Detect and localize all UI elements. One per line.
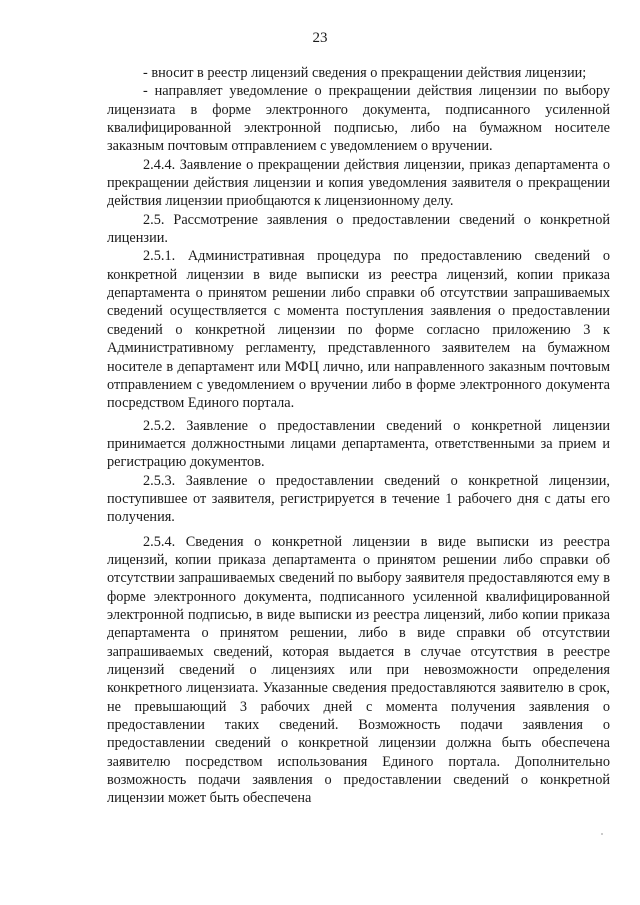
paragraph-2-5-4: 2.5.4. Сведения о конкретной лицензии в виде выписки из реестра лицензий, копии приказа департамента о принятом решении либо справки об отсутствии запрашиваемых сведений по выбору заявителя предоставляются ему в форме электронного документа, подписанного усиленной квалифицированной электронной подписью, в виде выписки из реестра лицензий, либо копии приказа департамента о принятом решении, либо в виде справки об отсутствии запрашиваемых сведений, которая выдается в случае отсутствия в реестре лицензий сведений о лицензиях или при невозможности определения конкретного лицензиата. Указанные сведения предоставляются заявителю в срок, не превышающий 3 рабочих дней с момента получения заявления о предоставлении таких сведений. Возможность подачи заявления о предоставлении сведений о конкретной лицензии должна быть обеспечена заявителю посредством использования Единого портала. Дополнительно возможность подачи заявления о предоставлении сведений о конкретной лицензии может быть обеспечена: [107, 533, 610, 807]
document-body: [107, 64, 610, 808]
paragraph-notification: - направляет уведомление о прекращении действия лицензии по выбору лицензиата в форме электронного документа, подписанного усиленной квалифицированной электронной подписью, либо на бумажном носителе заказным почтовым отправлением с уведомлением о вручении.: [107, 83, 610, 155]
paragraph-2-5-2: 2.5.2. Заявление о предоставлении сведений о конкретной лицензии принимается должностными лицами департамента, ответственными за прием и регистрацию документов.: [107, 417, 610, 471]
page-number: 23: [312, 30, 328, 46]
scan-speck: [601, 833, 603, 835]
paragraph-registry-entry: - вносит в реестр лицензий сведения о прекращении действия лицензии;: [143, 65, 587, 81]
paragraph-2-5-1: 2.5.1. Административная процедура по предоставлению сведений о конкретной лицензии в виде выписки из реестра лицензий, копии приказа департамента о принятом решении либо справки об отсутствии запрашиваемых сведений осуществляется с момента поступления заявления о предоставлении сведений о конкретной лицензии по форме согласно приложению 3 к Административному регламенту, представленного заявителем на бумажном носителе в департамент или МФЦ лично, или направленного заказным почтовым отправлением с уведомлением о вручении либо в форме электронного документа посредством Единого портала.: [107, 248, 610, 412]
paragraph-2-4-4: 2.4.4. Заявление о прекращении действия лицензии, приказ департамента о прекращении действия лицензии и копия уведомления заявителя о прекращении действия лицензии приобщаются к лицензионному делу.: [107, 156, 610, 210]
paragraph-2-5-heading: 2.5. Рассмотрение заявления о предоставлении сведений о конкретной лицензии.: [107, 211, 610, 247]
paragraph-2-5-3: 2.5.3. Заявление о предоставлении сведений о конкретной лицензии, поступившее от заявителя, регистрируется в течение 1 рабочего дня с даты его получения.: [107, 472, 610, 526]
